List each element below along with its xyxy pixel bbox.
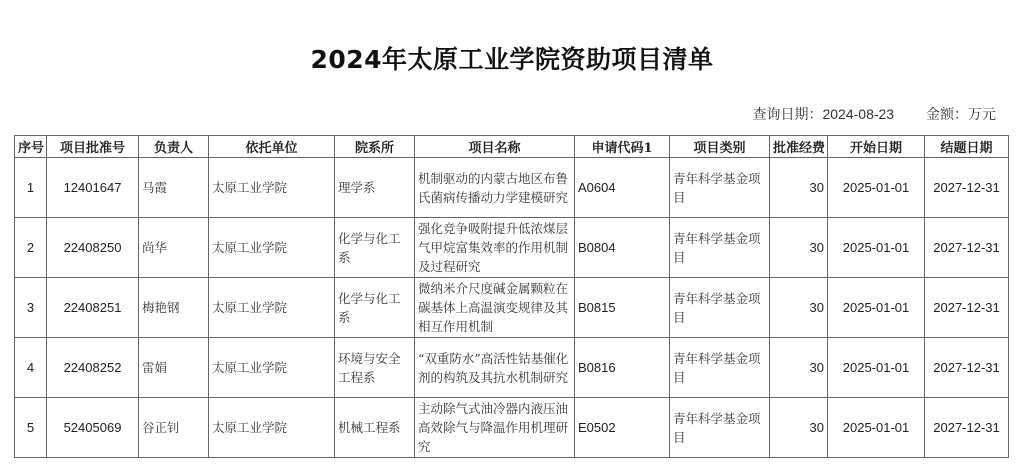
cell-category: 青年科学基金项目 [670,158,770,218]
cell-project-name: “双重防水”高活性钴基催化剂的构筑及其抗水机制研究 [415,338,575,398]
cell-code: B0815 [575,278,670,338]
cell-end-date: 2027-12-31 [925,338,1009,398]
cell-pi: 马霞 [139,158,209,218]
table-row [15,218,1009,278]
cell-pi: 雷娟 [139,338,209,398]
table-row [15,338,1009,398]
col-header: 开始日期 [828,136,925,158]
cell-index: 1 [15,158,47,218]
cell-start-date: 2025-01-01 [828,398,925,458]
table-row [15,158,1009,218]
cell-funding: 30 [770,218,828,278]
cell-pi: 谷正钊 [139,398,209,458]
cell-start-date: 2025-01-01 [828,338,925,398]
cell-institution: 太原工业学院 [209,278,335,338]
cell-project-name: 强化竞争吸附提升低浓煤层气甲烷富集效率的作用机制及过程研究 [415,218,575,278]
cell-project-name: 主动除气式油冷器内液压油高效除气与降温作用机理研究 [415,398,575,458]
col-header: 序号 [15,136,47,158]
col-header: 批准经费 [770,136,828,158]
cell-department: 环境与安全工程系 [335,338,415,398]
cell-index: 3 [15,278,47,338]
cell-approval-no: 12401647 [47,158,139,218]
col-header: 结题日期 [925,136,1009,158]
cell-index: 4 [15,338,47,398]
query-date: 查询日期：2024-08-23 [752,106,895,122]
table-row [15,398,1009,458]
cell-funding: 30 [770,158,828,218]
cell-code: B0816 [575,338,670,398]
cell-institution: 太原工业学院 [209,158,335,218]
cell-category: 青年科学基金项目 [670,278,770,338]
table-header-row [15,136,1009,158]
meta-line [724,104,996,124]
col-header: 项目批准号 [47,136,139,158]
cell-end-date: 2027-12-31 [925,398,1009,458]
project-table [14,135,1009,458]
cell-institution: 太原工业学院 [209,398,335,458]
cell-funding: 30 [770,398,828,458]
cell-start-date: 2025-01-01 [828,158,925,218]
cell-department: 理学系 [335,158,415,218]
cell-code: A0604 [575,158,670,218]
cell-end-date: 2027-12-31 [925,158,1009,218]
cell-index: 5 [15,398,47,458]
cell-code: B0804 [575,218,670,278]
cell-start-date: 2025-01-01 [828,218,925,278]
cell-pi: 尚华 [139,218,209,278]
cell-code: E0502 [575,398,670,458]
cell-end-date: 2027-12-31 [925,278,1009,338]
amount-unit: 金额：万元 [926,106,996,122]
col-header: 项目类别 [670,136,770,158]
cell-department: 化学与化工系 [335,218,415,278]
cell-approval-no: 22408251 [47,278,139,338]
cell-department: 化学与化工系 [335,278,415,338]
table-row [15,278,1009,338]
cell-funding: 30 [770,338,828,398]
cell-funding: 30 [770,278,828,338]
cell-project-name: 机制驱动的内蒙古地区布鲁氏菌病传播动力学建模研究 [415,158,575,218]
cell-department: 机械工程系 [335,398,415,458]
cell-institution: 太原工业学院 [209,218,335,278]
col-header: 负责人 [139,136,209,158]
col-header: 申请代码1 [575,136,670,158]
page-title: 2024年太原工业学院资助项目清单 [310,45,714,74]
cell-approval-no: 52405069 [47,398,139,458]
cell-approval-no: 22408250 [47,218,139,278]
col-header: 院系所 [335,136,415,158]
cell-index: 2 [15,218,47,278]
cell-institution: 太原工业学院 [209,338,335,398]
cell-category: 青年科学基金项目 [670,338,770,398]
cell-pi: 梅艳钢 [139,278,209,338]
cell-approval-no: 22408252 [47,338,139,398]
col-header: 依托单位 [209,136,335,158]
cell-category: 青年科学基金项目 [670,218,770,278]
cell-category: 青年科学基金项目 [670,398,770,458]
cell-end-date: 2027-12-31 [925,218,1009,278]
cell-start-date: 2025-01-01 [828,278,925,338]
cell-project-name: 微纳米介尺度碱金属颗粒在碳基体上高温演变规律及其相互作用机制 [415,278,575,338]
col-header: 项目名称 [415,136,575,158]
